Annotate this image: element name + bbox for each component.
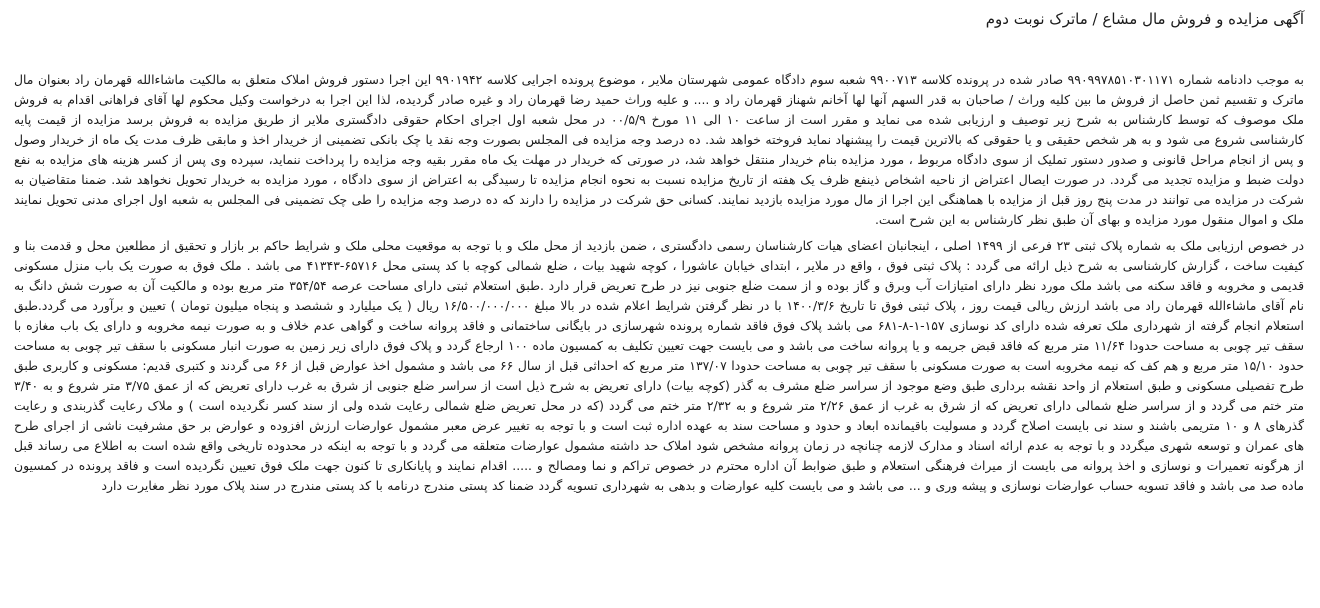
notice-paragraph-property-appraisal: در خصوص ارزیابی ملک به شماره پلاک ثبتی ۲۳ فرعی از ۱۴۹۹ اصلی ، اینجانبان اعضای هیات کارشناسان رسمی دادگستری ، ضمن بازدید از محل ملک و با توجه به موقعیت محلی ملک و شرایط حاکم بر بازار و تحقیق از مطلعین محل و قدمت بنا و کیفیت ساخت ، گزارش کارشناسی به شرح ذیل ارائه می گردد : پلاک ثبتی فوق ، واقع در ملایر ، ابتدای خیابان عاشورا ، کوچه شهید بیات ، ضلع شمالی کوچه با کد پستی محل ۶۵۷۱۶-۴۱۳۴۳ می باشد . ملک فوق به صورت یک باب منزل مسکونی قدیمی و مخروبه و فاقد سکنه می باشد ملک مورد نظر دارای امتیازات آب وبرق و گاز بوده و از سمت ضلع جنوبی نیز در طرح تعریض قرار دارد .طبق استعلام ثبتی دارای مساحت عرصه ۳۵۴/۵۴ متر مربع بوده و مالکیت آن به صورت شش دانگ به نام آقای ماشاءالله قهرمان راد می باشد ارزش ریالی قیمت روز ، پلاک ثبتی فوق تا تاریخ ۱۴۰۰/۳/۶ با در نظر گرفتن شرایط اعلام شده در بالا مبلغ ۱۶/۵۰۰/۰۰۰/۰۰۰ ریال ( یک میلیارد و ششصد و پنجاه میلیون تومان ) تعیین و برآورد می گردد.طبق استعلام انجام گرفته از شهرداری ملک تعرفه شده دارای کد نوسازی ۱۵۷-۱-۸-۶۸۱ می باشد پلاک فوق فاقد شماره پرونده شهرسازی در بایگانی ساختمانی و فاقد پروانه ساخت و گواهی عدم خلاف و به صورت نیمه مخروبه و دارای یک باب مغازه با سقف تیر چوبی به مساحت حدودا ۱۱/۶۴ متر مربع که فاقد قبض جریمه و یا پروانه ساخت می باشد و می بایست جهت تعیین تکلیف به کمسیون ماده ۱۰۰ ارجاع گردد و پلاک فوق دارای زیر زمین به صورت انبار مسکونی با سقف تیر چوبی به مساحت حدود ۱۵/۱۰ متر مربع و هم کف که نیمه مخروبه است به صورت مسکونی با سقف تیر چوبی به مساحت حدودا ۱۳۷/۰۷ متر مربع که احداثی قبل از سال ۶۶ می باشد و مشمول اخذ عوارض قبل از ۶۶ می گردند و کتبری قدیم: مسکونی و کاربری طبق طرح تفصیلی مسکونی و طبق استعلام از واحد نقشه برداری طبق وضع موجود از سراسر ضلع مشرف به گذر (کوچه بیات) دارای تعریض به شرح ذیل است از سراسر ضلع جنوبی از شرق به غرب دارای تعریض که از عمق ۳/۷۵ متر شروع و به ۳/۴۰ متر ختم می گردد و از سراسر ضلع شمالی دارای تعریض که از شرق به غرب از عمق ۲/۲۶ متر شروع و به ۲/۳۲ متر ختم می گردد (که در محل تعریض ضلع شمالی رعایت شده ولی از سند کسر نگردیده است ) و ملاک رعایت گذربندی و رعایت گذرهای ۸ و ۱۰ متریمی باشند و سند نی بایست اصلاح گردد و مسولیت باقیمانده ابعاد و حدود و مساحت سند به عهده اداره ثبت است و با توجه به تغییر عرض معبر مشمول عوارضات ارزش افزوده و عوارض بر حق مشرفیت ناشی از اجرای طرح های عمران و توسعه شهری میگردد و با توجه به عدم ارائه اسناد و مدارک لازمه چنانچه در زمان پروانه مشخص شود املاک حد داشته مشمول عوارضات متعلقه می گردد و با توجه به اینکه در محدوده تاریخی واقع شده است به اطلاع می رساند قبل از هرگونه تعمیرات و نوسازی و اخذ پروانه می بایست از میراث فرهنگی استعلام و طبق ضوابط آن اداره محترم در خصوص تراکم و نما ومصالح و ..... اقدام نمایند و پایانکاری تا کنون جهت ملک فوق تعیین نگردیده است و فاقد پرونده در کمسیون ماده صد می باشد و فاقد تسویه حساب عوارضات نوسازی و پیشه وری و ... می باشد و می بایست کلیه عوارضات و بدهی به شهرداری تسویه گردد ضمنا کد پستی مندرج درنامه با کد پستی مندرج در سند پلاک مورد نظر مغایرت دارد bbox=[14, 238, 1305, 493]
notice-title: آگهی مزایده و فروش مال مشاع / ماترک نوبت دوم bbox=[985, 10, 1304, 28]
notice-paragraph-auction-terms: به موجب دادنامه شماره ۹۹۰۹۹۷۸۵۱۰۳۰۱۱۷۱ صادر شده در پرونده کلاسه ۹۹۰۰۷۱۳ شعبه سوم دادگاه عمومی شهرستان ملایر ، موضوع پرونده اجرایی کلاسه ۹۹۰۱۹۴۲ این اجرا دستور فروش املاک متعلق به مالکیت ماشاءالله قهرمان راد بعنوان مال ماترک و تقسیم ثمن حاصل از فروش ما بین کلیه وراث / صاحبان به قدر السهم آنها لها آخانم شهناز قهرمان راد و .... و علیه وراث حمید رضا قهرمان راد و غیره صادر گردیده، لذا این اجرا به درخواست وکیل محکوم لها آقای فراهانی اقدام به فروش ملک موصوف که توسط کارشناس به شرح زیر توصیف و ارزیابی شده می نماید و مقرر است از ساعت ۱۰ الی ۱۱ مورخ ۰۰/۵/۹ در محل شعبه اول اجرای احکام حقوقی دادگستری ملایر از طریق مزایده به فروش برسد مزایده از قیمت پایه کارشناسی شروع می شود و به هر شخص حقیقی و یا حقوقی که بالاترین قیمت را پیشنهاد نماید فروخته خواهد شد. ده درصد وجه مزایده فی المجلس بصورت وجه نقد یا چک بانکی تضمینی از خریدار اخذ و مابقی ظرف مدت یک ماه از خریدار وصول و پس از انجام مراحل قانونی و صدور دستور تملیک از سوی دادگاه مربوط ، مورد مزایده بنام خریدار منتقل خواهد شد، در صورتی که خریدار در مهلت یک ماه مقرر بقیه وجه مزایده را پرداخت ننماید، سپرده وی پس از کسر هزینه های مزایده به نفع دولت ضبط و مزایده تجدید می گردد. در صورت ایصال اعتراض از ناحیه اشخاص ذینفع ظرف یک هفته از تاریخ مزایده نسبت به نحوه انجام مزایده تا رسیدگی به اعتراض از سوی دادگاه ، مورد مزایده به خریدار تحویل نخواهد شد. ضمنا متقاضیان به شرکت در مزایده می توانند در مدت پنج روز قبل از مزایده با هماهنگی این اجرا از مال مورد مزایده بازدید نمایند. کسانی حق شرکت در مزایده را دارند که ده درصد وجه مزایده را طی چک تضمینی فی المجلس به شعبه اول اجرای مدنی تحویل نمایند ملک و اموال منقول مورد مزایده و بهای آن طبق نظر کارشناس به این شرح است. bbox=[14, 72, 1304, 227]
